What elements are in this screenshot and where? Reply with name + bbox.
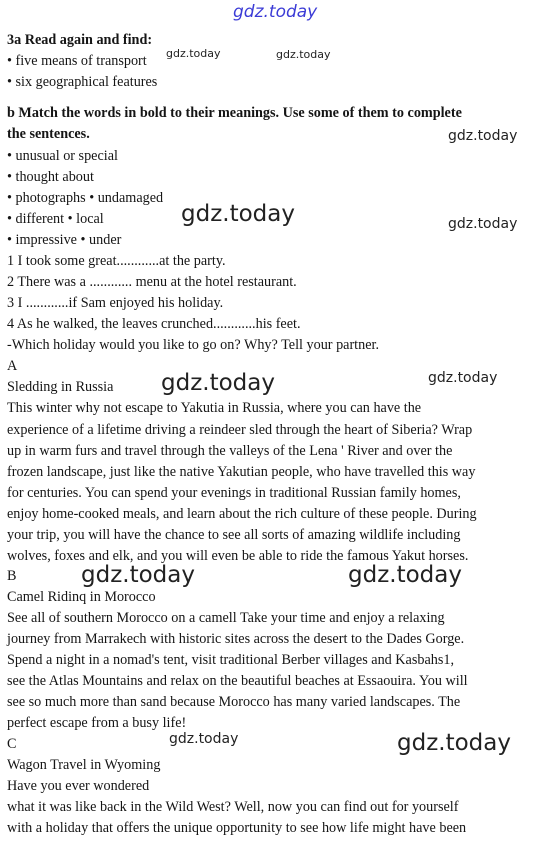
sentence-item: 3 I ............if Sam enjoyed his holiday. bbox=[7, 295, 224, 311]
watermark: gdz.today bbox=[166, 47, 221, 60]
watermark: gdz.today bbox=[169, 731, 239, 747]
task-b-title-cont: the sentences. bbox=[7, 126, 90, 142]
watermark: gdz.today bbox=[397, 730, 511, 756]
section-c-text-line: Have you ever wondered bbox=[7, 778, 150, 794]
section-b-text-line: journey from Marrakech with historic sites across the desert to the Dades Gorge. bbox=[7, 631, 465, 647]
section-b-text-line: see the Atlas Mountains and relax on the beautiful beaches at Essaouira. You will bbox=[7, 673, 468, 689]
section-b-letter: B bbox=[7, 568, 17, 584]
section-a-text-line: your trip, you will have the chance to see all sorts of amazing wildlife including bbox=[7, 527, 461, 543]
section-a-text-line: This winter why not escape to Yakutia in Russia, where you can have the bbox=[7, 400, 422, 416]
watermark: gdz.today bbox=[81, 562, 195, 588]
task-3a-bullet: • five means of transport bbox=[7, 53, 147, 69]
section-c-text-line: what it was like back in the Wild West? Well, now you can find out for yourself bbox=[7, 799, 459, 815]
section-a-text-line: for centuries. You can spend your evenings in traditional Russian family homes, bbox=[7, 485, 461, 501]
discussion-question: -Which holiday would you like to go on? Why? Tell your partner. bbox=[7, 337, 380, 353]
watermark: gdz.today bbox=[448, 128, 518, 144]
section-c-letter: C bbox=[7, 736, 17, 752]
section-b-text-line: see so much more than sand because Morocco has many varied landscapes. The bbox=[7, 694, 461, 710]
task-3a-title: 3a Read again and find: bbox=[7, 32, 153, 48]
task-b-title: b Match the words in bold to their meanings. Use some of them to complete bbox=[7, 105, 462, 121]
section-a-text-line: enjoy home-cooked meals, and learn about the rich culture of these people. During bbox=[7, 506, 477, 522]
watermark: gdz.today bbox=[348, 562, 462, 588]
meaning-item: • thought about bbox=[7, 169, 94, 185]
section-b-text-line: perfect escape from a busy life! bbox=[7, 715, 187, 731]
watermark: gdz.today bbox=[448, 216, 518, 232]
watermark: gdz.today bbox=[428, 370, 498, 386]
sentence-item: 4 As he walked, the leaves crunched............his feet. bbox=[7, 316, 301, 332]
section-a-text-line: experience of a lifetime driving a reindeer sled through the heart of Siberia? Wrap bbox=[7, 422, 473, 438]
watermark: gdz.today bbox=[276, 48, 331, 61]
section-c-title: Wagon Travel in Wyoming bbox=[7, 757, 161, 773]
watermark-top: gdz.today bbox=[233, 2, 318, 22]
section-a-text-line: wolves, foxes and elk, and you will even be able to ride the famous Yakut horses. bbox=[7, 548, 469, 564]
section-c-text-line: with a holiday that offers the unique opportunity to see how life might have been bbox=[7, 820, 467, 836]
sentence-item: 1 I took some great............at the party. bbox=[7, 253, 226, 269]
section-b-title: Camel Ridinq in Morocco bbox=[7, 589, 156, 605]
meaning-item: • different • local bbox=[7, 211, 104, 227]
meaning-item: • photographs • undamaged bbox=[7, 190, 164, 206]
section-a-text-line: frozen landscape, just like the native Yakutian people, who have travelled this way bbox=[7, 464, 476, 480]
meaning-item: • unusual or special bbox=[7, 148, 118, 164]
section-a-letter: A bbox=[7, 358, 18, 374]
section-b-text-line: See all of southern Morocco on a camell Take your time and enjoy a relaxing bbox=[7, 610, 445, 626]
section-b-text-line: Spend a night in a nomad's tent, visit traditional Berber villages and Kasbahs1, bbox=[7, 652, 455, 668]
watermark: gdz.today bbox=[181, 201, 295, 227]
sentence-item: 2 There was a ............ menu at the hotel restaurant. bbox=[7, 274, 297, 290]
section-a-text-line: up in warm furs and travel through the valleys of the Lena ' River and over the bbox=[7, 443, 453, 459]
meaning-item: • impressive • under bbox=[7, 232, 122, 248]
section-a-title: Sledding in Russia bbox=[7, 379, 114, 395]
watermark: gdz.today bbox=[161, 370, 275, 396]
task-3a-bullet: • six geographical features bbox=[7, 74, 158, 90]
